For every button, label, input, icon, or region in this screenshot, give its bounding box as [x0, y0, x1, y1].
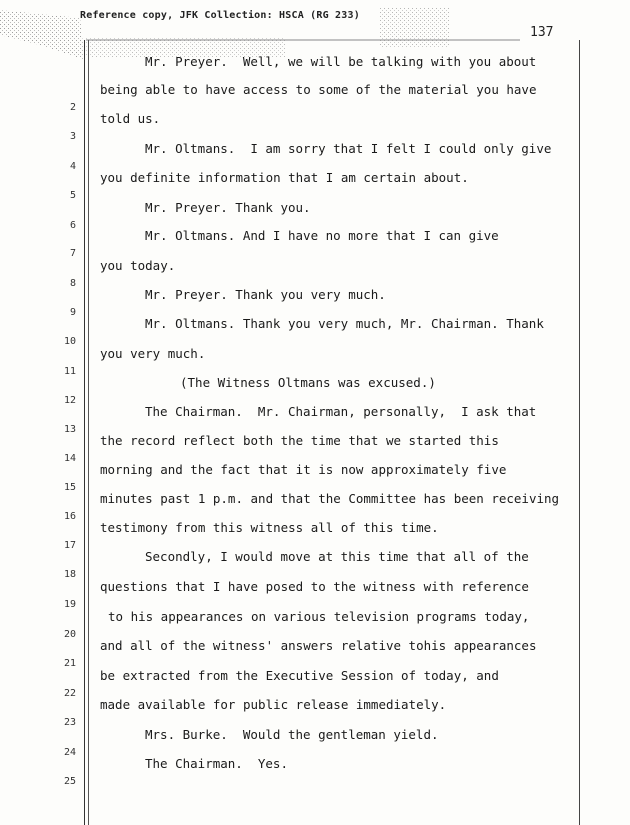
reference-header: Reference copy, JFK Collection: HSCA (RG 233): [80, 10, 360, 21]
line-number: 24: [63, 747, 76, 758]
transcript-line: the record reflect both the time that we started this: [100, 433, 499, 448]
line-number: 15: [63, 482, 76, 493]
line-number: 12: [63, 395, 76, 406]
line-number: 4: [69, 161, 76, 172]
scan-artifact: [0, 0, 600, 60]
transcript-line: Mr. Oltmans. I am sorry that I felt I could only give: [145, 141, 552, 156]
transcript-line: Mr. Preyer. Thank you.: [145, 200, 311, 215]
transcript-line: (The Witness Oltmans was excused.): [180, 375, 436, 390]
transcript-line: Mr. Oltmans. Thank you very much, Mr. Chairman. Thank: [145, 316, 544, 331]
transcript-line: you today.: [100, 258, 176, 273]
line-number: 2: [69, 102, 76, 113]
line-number: 22: [63, 688, 76, 699]
line-number: 25: [63, 776, 76, 787]
transcript-line: you definite information that I am certain about.: [100, 170, 469, 185]
line-number: 10: [63, 336, 76, 347]
transcript-line: be extracted from the Executive Session of today, and: [100, 668, 499, 683]
line-number: 19: [63, 599, 76, 610]
line-number: 7: [69, 248, 76, 259]
page-number: 137: [530, 25, 554, 40]
transcript-line: Mr. Preyer. Thank you very much.: [145, 287, 386, 302]
line-number: 8: [69, 278, 76, 289]
line-number: 21: [63, 658, 76, 669]
transcript-line: to his appearances on various television programs today,: [108, 609, 530, 624]
transcript-line: minutes past 1 p.m. and that the Committee has been receiving: [100, 491, 560, 506]
transcript-line: The Chairman. Mr. Chairman, personally, I ask that: [145, 404, 537, 419]
line-number: 5: [69, 190, 76, 201]
transcript-line: told us.: [100, 111, 161, 126]
line-number: 9: [69, 307, 76, 318]
line-number: 3: [69, 131, 76, 142]
line-number: 11: [63, 366, 76, 377]
transcript-line: Mrs. Burke. Would the gentleman yield.: [145, 727, 439, 742]
transcript-line: you very much.: [100, 346, 206, 361]
transcript-line: and all of the witness' answers relative tohis appearances: [100, 638, 537, 653]
line-number: 16: [63, 511, 76, 522]
transcript-line: The Chairman. Yes.: [145, 756, 288, 771]
left-margin-rule-inner: [88, 40, 89, 825]
transcript-line: morning and the fact that it is now approximately five: [100, 462, 507, 477]
transcript-line: testimony from this witness all of this time.: [100, 520, 439, 535]
right-margin-rule: [579, 40, 580, 825]
line-number: 23: [63, 717, 76, 728]
transcript-line: Mr. Preyer. Well, we will be talking with you about: [145, 54, 537, 69]
scan-artifact-graphic: [0, 0, 600, 60]
line-number: 18: [63, 569, 76, 580]
transcript-line: Mr. Oltmans. And I have no more that I can give: [145, 228, 499, 243]
transcript-line: being able to have access to some of the material you have: [100, 82, 537, 97]
line-number: 14: [63, 453, 76, 464]
left-margin-rule: [84, 40, 85, 825]
line-number: 13: [63, 424, 76, 435]
transcript-line: made available for public release immediately.: [100, 697, 447, 712]
line-number: 6: [69, 220, 76, 231]
transcript-line: Secondly, I would move at this time that all of the: [145, 549, 529, 564]
line-number: 17: [63, 540, 76, 551]
transcript-line: questions that I have posed to the witness with reference: [100, 579, 529, 594]
line-number: 20: [63, 629, 76, 640]
